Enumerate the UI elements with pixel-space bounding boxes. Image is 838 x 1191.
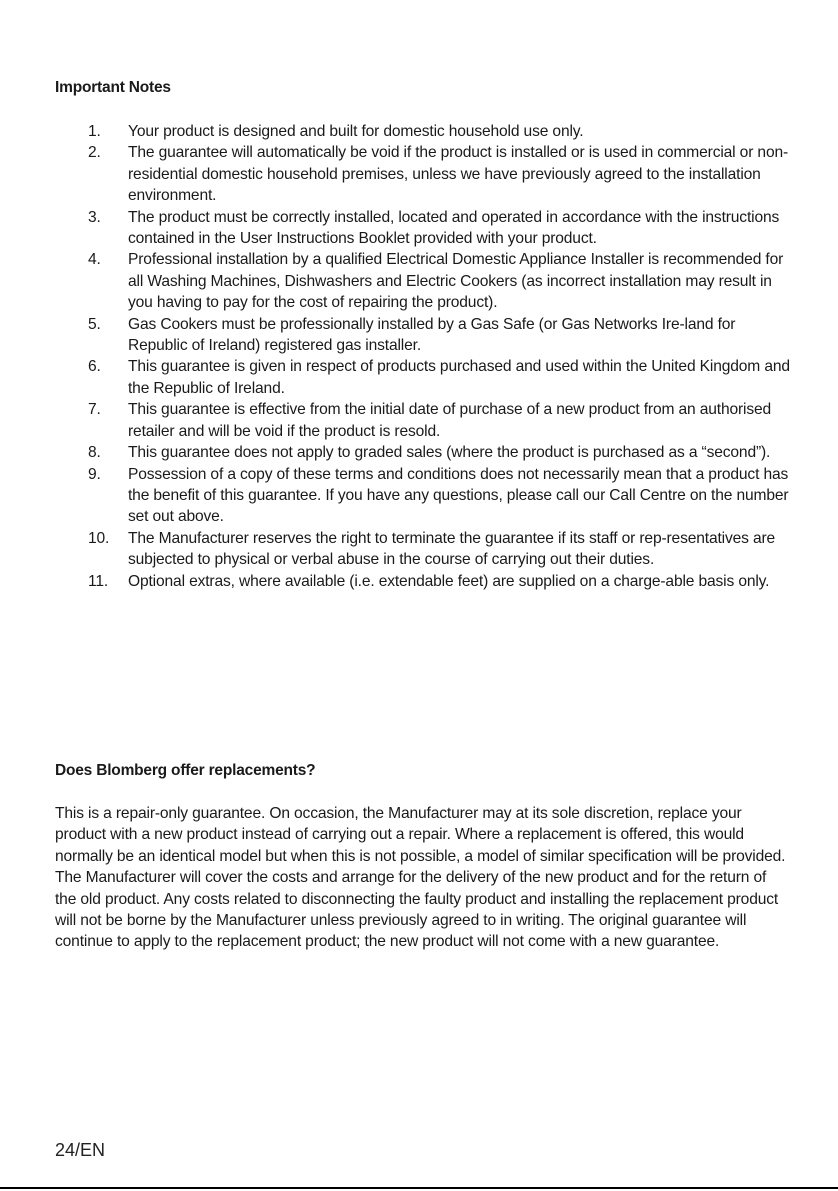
note-number: 2.: [88, 144, 101, 162]
note-item: [88, 442, 793, 463]
note-number: 9.: [88, 465, 101, 483]
note-number: 6.: [88, 358, 101, 376]
note-number: 10.: [88, 529, 110, 547]
page-number: 24/EN: [55, 1140, 106, 1160]
note-number: 11.: [88, 572, 109, 590]
bottom-divider: [0, 1187, 838, 1189]
note-text: Optional extras, where available (i.e. extendable feet) are supplied on a charge-able basis only.: [128, 572, 770, 590]
note-number: 7.: [88, 401, 101, 419]
important-notes-list: [88, 121, 793, 592]
note-text: This guarantee is effective from the initial date of purchase of a new product from an authorised retailer and will be void if the product is resold.: [128, 401, 772, 440]
note-number: 4.: [88, 251, 101, 269]
note-number: 8.: [88, 444, 101, 462]
note-item: [88, 207, 793, 250]
note-item: [88, 399, 793, 442]
note-text: The guarantee will automatically be void if the product is installed or is used in commercial or non-residential domestic household premises, unless we have previously agreed to the installation environment.: [128, 144, 789, 205]
note-item: [88, 528, 793, 571]
note-number: 5.: [88, 315, 101, 333]
note-item: [88, 571, 793, 592]
note-text: Possession of a copy of these terms and conditions does not necessarily mean that a product has the benefit of this guarantee. If you have any questions, please call our Call Centre on the number set out above.: [128, 465, 789, 526]
note-item: [88, 356, 793, 399]
note-item: [88, 464, 793, 528]
replacements-heading: Does Blomberg offer replacements?: [55, 762, 316, 779]
note-item: [88, 314, 793, 357]
note-item: [88, 142, 793, 206]
important-notes-heading: Important Notes: [55, 79, 171, 96]
replacements-paragraph: This is a repair-only guarantee. On occasion, the Manufacturer may at its sole discretion, replace your product with a new product instead of carrying out a repair. Where a replacement is offered, this would normally be an identical model but when this is not possible, a model of similar specification will be provided. The Manufacturer will cover the costs and arrange for the delivery of the new product and for the return of the old product. Any costs related to disconnecting the faulty product and installing the replacement product will not be borne by the Manufacturer unless previously agreed to in writing. The original guarantee will continue to apply to the replacement product; the new product will not come with a new guarantee.: [55, 805, 786, 951]
note-text: This guarantee is given in respect of products purchased and used within the United Kingdom and the Republic of Ireland.: [128, 358, 790, 397]
note-number: 3.: [88, 208, 101, 226]
note-text: Professional installation by a qualified Electrical Domestic Appliance Installer is recommended for all Washing Machines, Dishwashers and Electric Cookers (as incorrect installation may result in you having to pay for the cost of repairing the product).: [128, 251, 784, 312]
note-text: The product must be correctly installed, located and operated in accordance with the instructions contained in the User Instructions Booklet provided with your product.: [128, 208, 780, 248]
note-text: This guarantee does not apply to graded sales (where the product is purchased as a “second”).: [128, 444, 771, 462]
note-text: Gas Cookers must be professionally installed by a Gas Safe (or Gas Networks Ire-land for Republic of Ireland) registered gas installer.: [128, 315, 736, 355]
note-number: 1.: [88, 123, 101, 140]
note-item: [88, 121, 793, 142]
note-text: Your product is designed and built for domestic household use only.: [128, 123, 584, 140]
note-item: [88, 249, 793, 313]
note-text: The Manufacturer reserves the right to terminate the guarantee if its staff or rep-resentatives are subjected to physical or verbal abuse in the course of carrying out their duties.: [128, 529, 776, 569]
